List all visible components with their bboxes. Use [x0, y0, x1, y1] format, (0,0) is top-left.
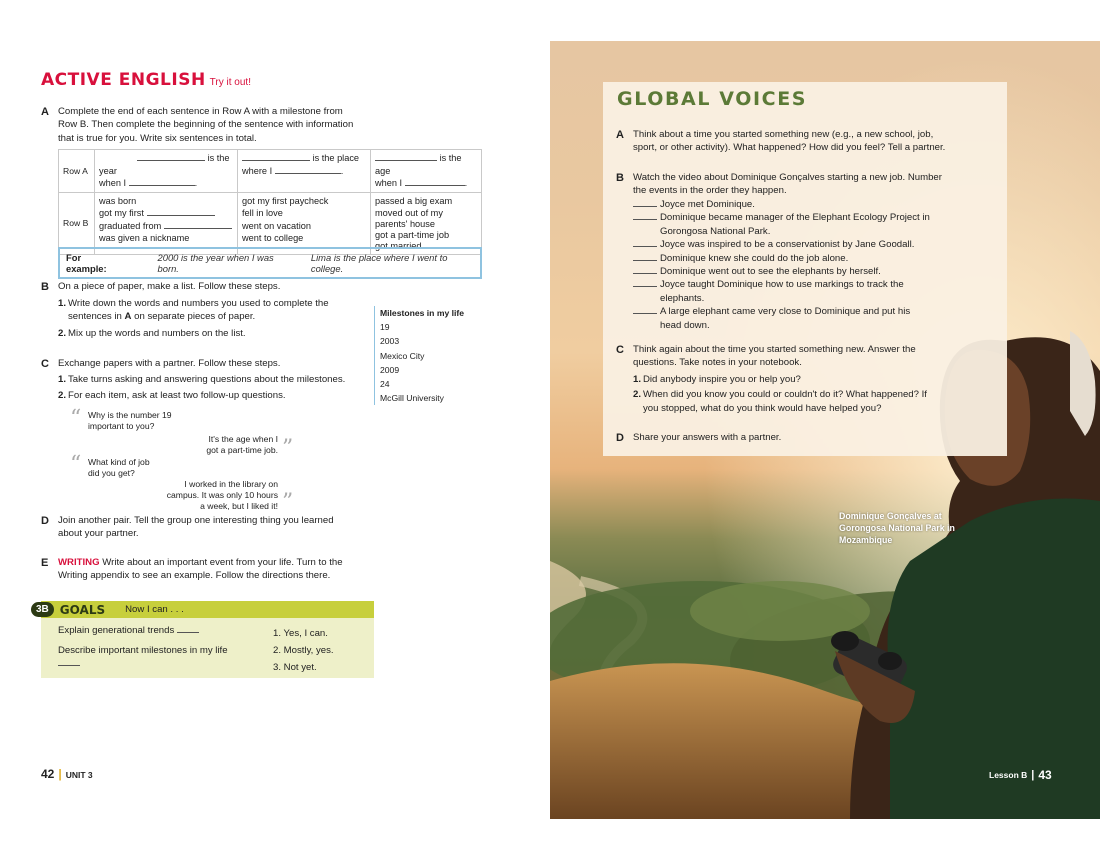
section-d-instructions: Join another pair. Tell the group one interesting thing you learned about your partner.	[58, 515, 334, 540]
cell-text: passed a big exam	[375, 195, 453, 206]
section-letter-a: A	[41, 106, 49, 118]
milestone-table	[58, 149, 482, 255]
dialogue-answer-2: I worked in the library on campus. It was only 10 hours a week, but I liked it!	[166, 479, 278, 511]
dialogue-answer-1: It's the age when I got a part-time job.	[206, 434, 278, 455]
step-number: 1.	[58, 374, 67, 385]
list-item: 24	[380, 379, 390, 390]
event-text: Dominique went out to see the elephants by herself.	[660, 266, 881, 278]
cell-text: was given a nickname	[99, 233, 190, 243]
goal-option: 2. Mostly, yes.	[273, 644, 334, 656]
page-number: 43	[1038, 768, 1052, 782]
list-item	[633, 198, 933, 211]
goal-blank[interactable]	[177, 624, 199, 633]
goals-header	[36, 601, 374, 618]
global-voices-heading: GLOBAL VOICES	[617, 88, 808, 110]
event-text: Dominique became manager of the Elephant Ecology Project in Gorongosa National Park.	[660, 212, 930, 237]
list-item	[633, 265, 933, 278]
list-item	[633, 211, 933, 238]
order-blank[interactable]	[633, 305, 657, 314]
section-b-instructions: On a piece of paper, make a list. Follow these steps.	[58, 281, 281, 292]
section-a-instructions: Complete the end of each sentence in Row A with a milestone from Row B. Then complete the beginning of the sentence with information that is true for you. Write six sentences in total.	[58, 106, 354, 144]
cell-text: was born	[99, 195, 137, 206]
right-page-footer	[989, 768, 1052, 782]
order-blank[interactable]	[633, 278, 657, 287]
cell-text: is the age	[375, 153, 462, 176]
section-e-instructions	[58, 556, 358, 583]
cell-text: is the place	[312, 153, 360, 163]
section-letter-b: B	[616, 172, 624, 184]
list-item: Mexico City	[380, 350, 425, 361]
step-number: 2.	[58, 327, 67, 339]
goal-item-2	[58, 644, 228, 671]
table-row-b	[59, 192, 482, 254]
section-letter-c: C	[41, 358, 49, 370]
step-text-part: Write down the words and numbers you used to complete the sentences in	[68, 298, 329, 323]
list-item	[58, 389, 358, 402]
table-cell	[95, 192, 238, 254]
try-it-label: Try it out!	[209, 77, 251, 88]
event-text: Joyce met Dominique.	[660, 199, 755, 210]
order-blank[interactable]	[633, 252, 657, 261]
section-letter-d: D	[41, 515, 49, 527]
gv-section-b-instructions: Watch the video about Dominique Gonçalves starting a new job. Number the events in the order they happen.	[633, 172, 942, 197]
active-english-heading	[41, 70, 251, 90]
page-number: 42	[41, 767, 55, 781]
section-c-steps	[58, 373, 358, 403]
goal-option: 1. Yes, I can.	[273, 628, 328, 639]
section-c-instructions: Exchange papers with a partner. Follow these steps.	[58, 358, 281, 369]
open-quote-icon: “	[70, 452, 82, 477]
now-i-can-label: Now I can . . .	[125, 604, 184, 615]
cell-text: got a part-time job	[375, 229, 450, 240]
answer-blank[interactable]	[275, 165, 341, 174]
step-text: For each item, ask at least two follow-up questions.	[68, 390, 286, 402]
list-item	[58, 327, 348, 340]
row-a-label: Row A	[59, 150, 95, 193]
goal-option: 3. Not yet.	[273, 661, 317, 673]
goal-item-1	[58, 624, 228, 637]
close-quote-icon: ”	[282, 436, 294, 461]
step-text: Did anybody inspire you or help you?	[643, 374, 801, 385]
section-e-text: Write about an important event from your life. Turn to the Writing appendix to see an example. Follow the directions there.	[58, 557, 343, 582]
table-row-a	[59, 150, 482, 193]
order-blank[interactable]	[633, 265, 657, 274]
step-number: 1.	[58, 298, 67, 309]
cell-text: moved out of my parents' house	[375, 207, 443, 229]
table-cell	[371, 192, 482, 254]
gv-section-d-instructions: Share your answers with a partner.	[633, 432, 782, 443]
cell-text: where I	[242, 165, 273, 176]
section-letter-a: A	[616, 129, 624, 141]
table-cell: is the age when I .	[371, 150, 482, 193]
order-blank[interactable]	[633, 238, 657, 247]
table-cell: is the year when I .	[95, 150, 238, 193]
cell-text: went on vacation	[242, 220, 311, 231]
milestones-title: Milestones in my life	[380, 308, 465, 318]
answer-blank[interactable]	[147, 207, 215, 216]
example-sentence: 2000 is the year when I was born.	[157, 252, 274, 274]
step-number: 2.	[58, 390, 67, 402]
lesson-label: Lesson B	[989, 770, 1028, 780]
footer-divider: |	[1031, 769, 1035, 781]
lesson-badge: 3B	[31, 602, 54, 617]
step-text-bold: A	[124, 311, 132, 323]
step-text: When did you know you could or couldn't do it? What happened? If you stopped, what do you think would have helped you?	[643, 389, 927, 414]
cell-text: when I	[375, 178, 403, 188]
step-number: 1.	[633, 374, 642, 385]
goal-blank[interactable]	[58, 657, 80, 666]
answer-blank[interactable]	[129, 177, 195, 186]
table-cell	[238, 192, 371, 254]
list-item: 19	[380, 322, 390, 333]
cell-text: is the year	[99, 153, 230, 176]
gv-section-c-steps	[633, 373, 933, 415]
answer-blank[interactable]	[405, 177, 465, 186]
list-item	[633, 252, 933, 265]
answer-blank[interactable]	[137, 152, 205, 161]
section-letter-c: C	[616, 344, 624, 356]
cell-text: got my first	[99, 208, 144, 218]
list-item: 2009	[380, 364, 400, 375]
event-text: A large elephant came very close to Dominique and put his head down.	[660, 306, 911, 331]
writing-label: WRITING	[58, 557, 100, 568]
example-sentence: Lima is the place where I went to college.	[310, 252, 448, 274]
cell-text: when I	[99, 178, 127, 188]
cell-text: got married	[375, 240, 422, 251]
goal-options	[273, 626, 334, 676]
list-item: 2003	[380, 336, 400, 347]
section-b-steps	[58, 297, 348, 340]
cell-text: went to college	[242, 233, 304, 243]
step-text: Take turns asking and answering questions about the milestones.	[68, 374, 346, 385]
goal-text: Describe important milestones in my life	[58, 645, 228, 656]
close-quote-icon: ”	[282, 490, 294, 515]
goals-body	[41, 618, 374, 678]
goal-text: Explain generational trends	[58, 625, 175, 636]
open-quote-icon: “	[70, 406, 82, 431]
answer-blank[interactable]	[164, 220, 232, 229]
order-blank[interactable]	[633, 198, 657, 207]
step-text-part: on separate pieces of paper.	[131, 311, 256, 323]
list-item	[633, 238, 933, 251]
cell-text: graduated from	[99, 220, 162, 231]
gv-section-a-instructions: Think about a time you started something new (e.g., a new school, job, sport, or other activity). What happened? How did you feel? Tell a partner.	[633, 129, 946, 154]
row-b-label: Row B	[59, 192, 95, 254]
goals-title: GOALS	[59, 602, 106, 617]
unit-label: UNIT 3	[65, 770, 93, 780]
goals-box	[36, 601, 374, 678]
left-page-footer: 42 | UNIT 3	[41, 767, 93, 781]
list-item	[58, 297, 348, 324]
list-item	[633, 373, 933, 386]
list-item	[58, 373, 358, 386]
answer-blank[interactable]	[375, 152, 437, 161]
gv-section-c-instructions: Think again about the time you started something new. Answer the questions. Take notes in your notebook.	[633, 344, 916, 369]
step-number: 2.	[633, 389, 642, 401]
section-letter-d: D	[616, 432, 624, 444]
dialogue-question-1: Why is the number 19 important to you?	[88, 410, 172, 431]
section-letter-e: E	[41, 557, 49, 569]
order-blank[interactable]	[633, 211, 657, 220]
table-cell: is the place where I .	[238, 150, 371, 193]
list-item	[633, 305, 933, 332]
section-title: ACTIVE ENGLISH	[41, 70, 206, 90]
step-text: Mix up the words and numbers on the list.	[68, 327, 246, 339]
list-item	[633, 278, 933, 305]
milestones-list	[374, 306, 474, 405]
step-text	[68, 297, 343, 324]
event-list	[633, 198, 933, 332]
event-text: Joyce was inspired to be a conservationist by Jane Goodall.	[660, 239, 915, 251]
cell-text: got my first paycheck	[242, 195, 329, 206]
event-text: Joyce taught Dominique how to use markings to track the elephants.	[660, 279, 904, 304]
event-text: Dominique knew she could do the job alone.	[660, 252, 849, 264]
answer-blank[interactable]	[242, 152, 310, 161]
example-label: For example:	[66, 252, 107, 274]
dialogue-question-2: What kind of job did you get?	[88, 457, 150, 478]
list-item	[633, 388, 933, 415]
cell-text: fell in love	[242, 208, 283, 218]
list-item: McGill University	[380, 393, 444, 404]
section-letter-b: B	[41, 281, 49, 293]
photo-caption: Dominique Gonçalves at Gorongosa National Park in Mozambique	[839, 511, 955, 545]
example-box	[58, 247, 482, 279]
